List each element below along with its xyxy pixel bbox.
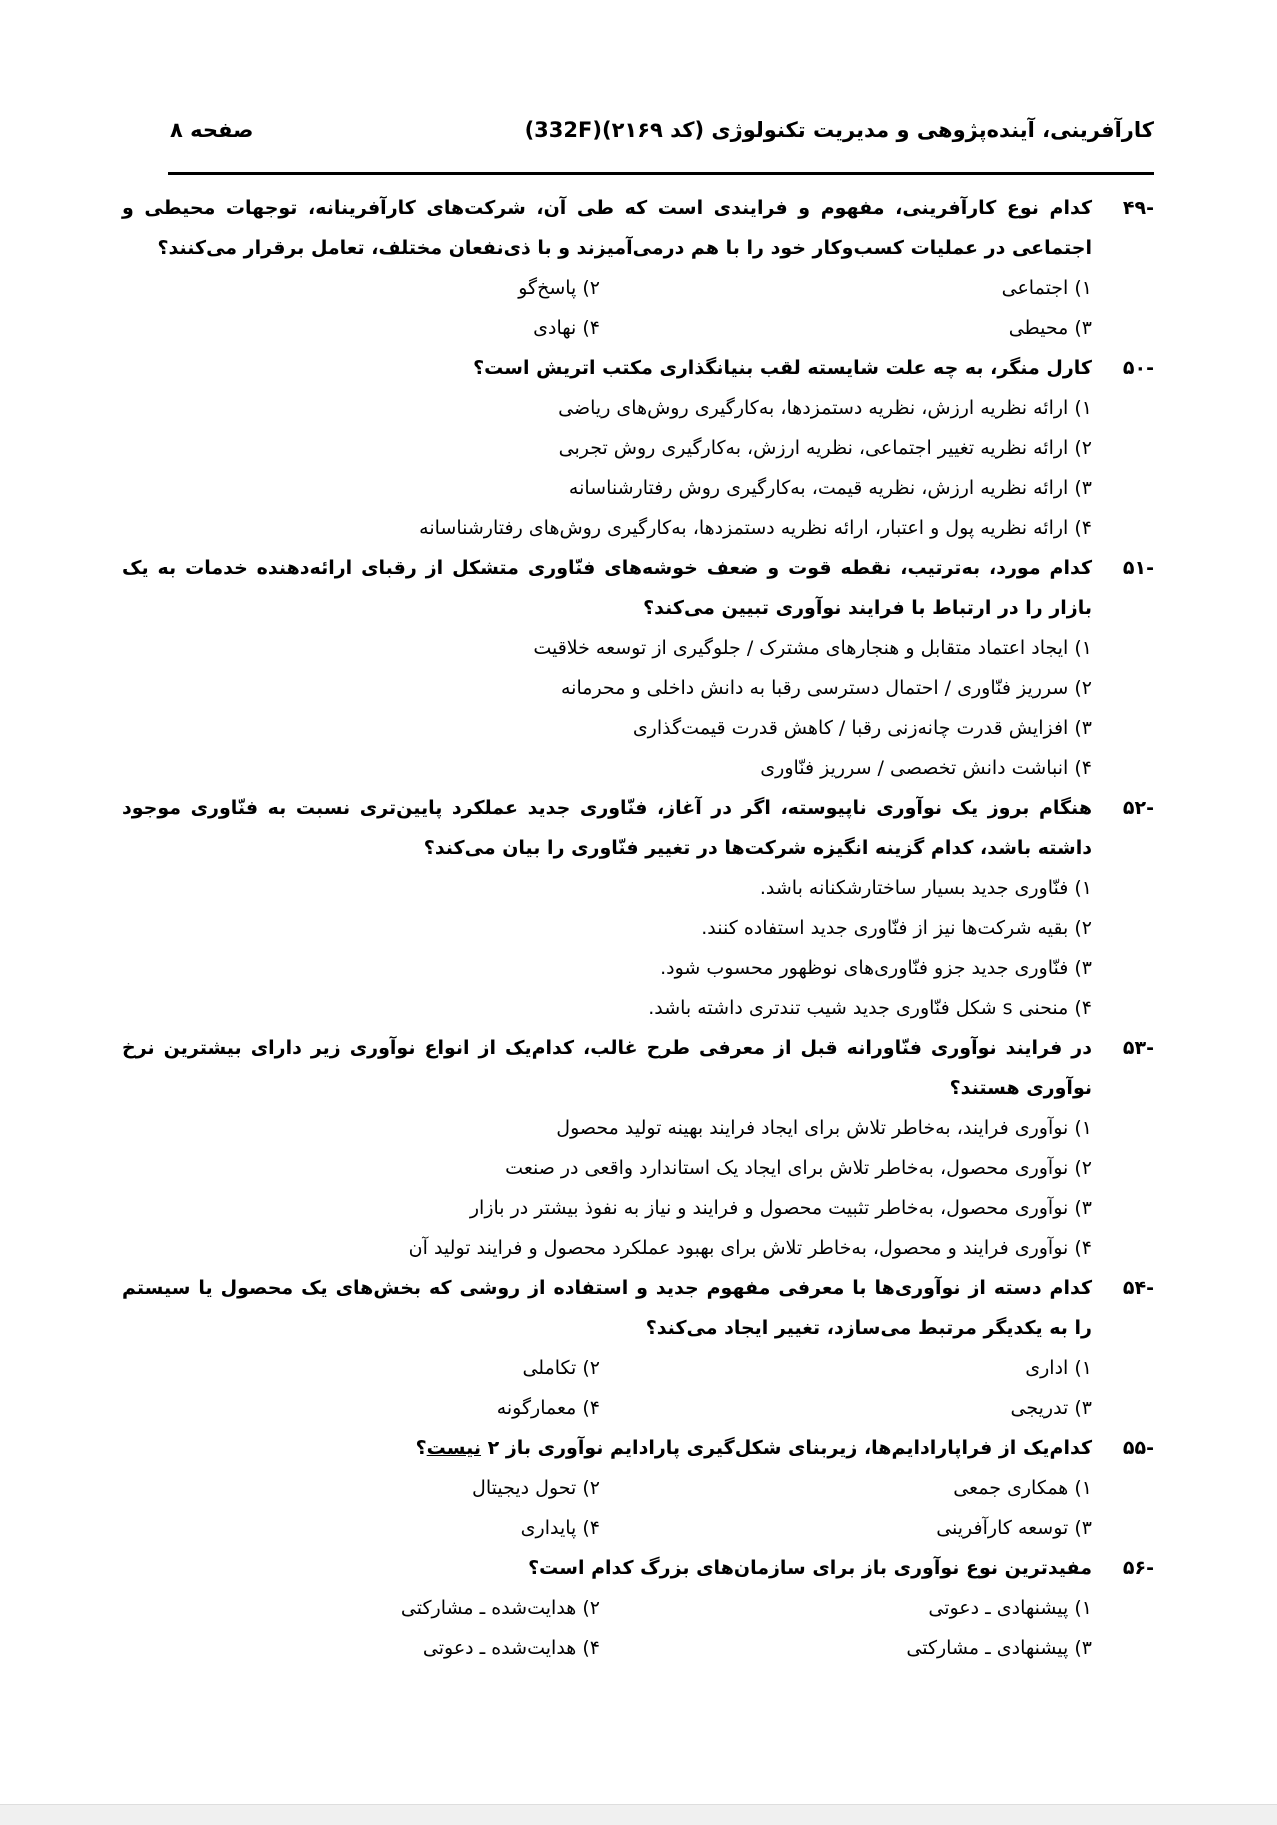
option-2[interactable]: ۲) ارائه نظریه تغییر اجتماعی، نظریه ارزش، به‌کارگیری روش تجربی [558, 437, 1092, 459]
stem-text: کدام‌یک از فراپارادایم‌ها، زیربنای شکل‌گیری پارادایم نوآوری باز ۲ [481, 1437, 1092, 1459]
question-56 [122, 1548, 1154, 1668]
question-54 [122, 1268, 1154, 1428]
option-3[interactable]: ۳) نوآوری محصول، به‌خاطر تثبیت محصول و فرایند و نیاز به نفوذ بیشتر در بازار [469, 1197, 1092, 1219]
option-3[interactable]: ۳) افزایش قدرت چانه‌زنی رقبا / کاهش قدرت قیمت‌گذاری [632, 717, 1092, 739]
option-2[interactable]: ۲) پاسخ‌گو [518, 277, 600, 299]
question-stem [122, 1428, 1092, 1468]
option-4[interactable]: ۴) انباشت دانش تخصصی / سرریز فنّاوری [760, 757, 1092, 779]
options-grid [122, 1588, 1092, 1668]
option-1[interactable]: ۱) پیشنهادی ـ دعوتی [928, 1597, 1092, 1619]
stem-end: ؟ [415, 1437, 427, 1459]
option-2[interactable]: ۲) بقیه شرکت‌ها نیز از فنّاوری جدید استفاده کنند. [701, 917, 1092, 939]
question-number: -۵۲ [1122, 797, 1154, 819]
question-55 [122, 1428, 1154, 1548]
option-3[interactable]: ۳) توسعه کارآفرینی [936, 1517, 1092, 1539]
option-2[interactable]: ۲) تحول دیجیتال [472, 1477, 600, 1499]
option-3[interactable]: ۳) محیطی [1008, 317, 1092, 339]
option-1[interactable]: ۱) ایجاد اعتماد متقابل و هنجارهای مشترک / جلوگیری از توسعه خلاقیت [533, 637, 1092, 659]
page-header [170, 118, 1154, 142]
option-4[interactable]: ۴) هدایت‌شده ـ دعوتی [422, 1637, 600, 1659]
question-stem: مفیدترین نوع نوآوری باز برای سازمان‌های بزرگ کدام است؟ [528, 1557, 1092, 1579]
option-1[interactable]: ۱) ارائه نظریه ارزش، نظریه دستمزدها، به‌کارگیری روش‌های ریاضی [558, 397, 1092, 419]
exam-title: کارآفرینی، آینده‌پژوهی و مدیریت تکنولوژی (کد ۲۱۶۹)(332F) [524, 118, 1154, 142]
option-3[interactable]: ۳) ارائه نظریه ارزش، نظریه قیمت، به‌کارگیری روش رفتارشناسانه [568, 477, 1092, 499]
question-stem: کدام نوع کارآفرینی، مفهوم و فرایندی است که طی آن، شرکت‌های کارآفرینانه، توجهات محیطی و اجتماعی در عملیات کسب‌وکار خود را با هم درمی‌آمیزند و با ذی‌نفعان مختلف، تعامل برقرار می‌کنند؟ [122, 197, 1092, 259]
option-4[interactable]: ۴) منحنی s شکل فنّاوری جدید شیب تندتری داشته باشد. [648, 997, 1092, 1019]
stem-negation-underlined: نیست [426, 1437, 482, 1459]
option-4[interactable]: ۴) ارائه نظریه پول و اعتبار، ارائه نظریه دستمزدها، به‌کارگیری روش‌های رفتارشناسانه [419, 517, 1092, 539]
viewer-bottom-bar [0, 1804, 1277, 1825]
questions-list [122, 188, 1154, 1668]
option-2[interactable]: ۲) نوآوری محصول، به‌خاطر تلاش برای ایجاد یک استاندارد واقعی در صنعت [505, 1157, 1092, 1179]
question-49 [122, 188, 1154, 348]
question-number: -۵۵ [1122, 1437, 1154, 1459]
option-4[interactable]: ۴) پایداری [520, 1517, 600, 1539]
option-2[interactable]: ۲) سرریز فنّاوری / احتمال دسترسی رقبا به دانش داخلی و محرمانه [561, 677, 1092, 699]
option-3[interactable]: ۳) فنّاوری جدید جزو فنّاوری‌های نوظهور محسوب شود. [660, 957, 1092, 979]
question-number: -۵۱ [1122, 557, 1154, 579]
question-number: -۵۴ [1122, 1277, 1154, 1299]
question-number: -۵۶ [1122, 1557, 1154, 1579]
question-number: -۴۹ [1122, 197, 1154, 219]
question-stem: کدام دسته از نوآوری‌ها با معرفی مفهوم جدید و استفاده از روشی که بخش‌های یک محصول یا سیستم را به یکدیگر مرتبط می‌سازد، تغییر ایجاد می‌کند؟ [122, 1277, 1092, 1339]
question-52 [122, 788, 1154, 1028]
option-1[interactable]: ۱) اداری [1025, 1357, 1092, 1379]
question-51 [122, 548, 1154, 788]
question-number: -۵۰ [1122, 357, 1154, 379]
option-1[interactable]: ۱) همکاری جمعی [953, 1477, 1092, 1499]
option-4[interactable]: ۴) نهادی [533, 317, 600, 339]
option-3[interactable]: ۳) پیشنهادی ـ مشارکتی [906, 1637, 1092, 1659]
question-stem: هنگام بروز یک نوآوری ناپیوسته، اگر در آغاز، فنّاوری جدید عملکرد پایین‌تری نسبت به فنّاوری موجود داشته باشد، کدام گزینه انگیزه شرکت‌ها در تغییر فنّاوری را بیان می‌کند؟ [122, 797, 1092, 859]
option-2[interactable]: ۲) هدایت‌شده ـ مشارکتی [400, 1597, 600, 1619]
page-number: صفحه ۸ [170, 118, 254, 142]
options-grid [122, 268, 1092, 348]
option-1[interactable]: ۱) فنّاوری جدید بسیار ساختارشکنانه باشد. [759, 877, 1092, 899]
options-grid [122, 1348, 1092, 1428]
option-3[interactable]: ۳) تدریجی [1010, 1397, 1092, 1419]
option-4[interactable]: ۴) معمارگونه [496, 1397, 600, 1419]
option-1[interactable]: ۱) نوآوری فرایند، به‌خاطر تلاش برای ایجاد فرایند بهینه تولید محصول [556, 1117, 1092, 1139]
option-2[interactable]: ۲) تکاملی [522, 1357, 600, 1379]
question-stem: در فرایند نوآوری فنّاورانه قبل از معرفی طرح غالب، کدام‌یک از انواع نوآوری زیر دارای بیشترین نرخ نوآوری هستند؟ [122, 1037, 1092, 1099]
option-4[interactable]: ۴) نوآوری فرایند و محصول، به‌خاطر تلاش برای بهبود عملکرد محصول و فرایند تولید آن [408, 1237, 1092, 1259]
header-divider [168, 172, 1154, 175]
question-number: -۵۳ [1122, 1037, 1154, 1059]
option-1[interactable]: ۱) اجتماعی [1001, 277, 1092, 299]
question-50 [122, 348, 1154, 548]
question-stem: کارل منگر، به چه علت شایسته لقب بنیانگذاری مکتب اتریش است؟ [473, 357, 1092, 379]
question-53 [122, 1028, 1154, 1268]
options-grid [122, 1468, 1092, 1548]
question-stem: کدام مورد، به‌ترتیب، نقطه قوت و ضعف خوشه‌های فنّاوری متشکل از رقبای ارائه‌دهنده خدمات به یک بازار را در ارتباط با فرایند نوآوری تبیین می‌کند؟ [122, 557, 1092, 619]
